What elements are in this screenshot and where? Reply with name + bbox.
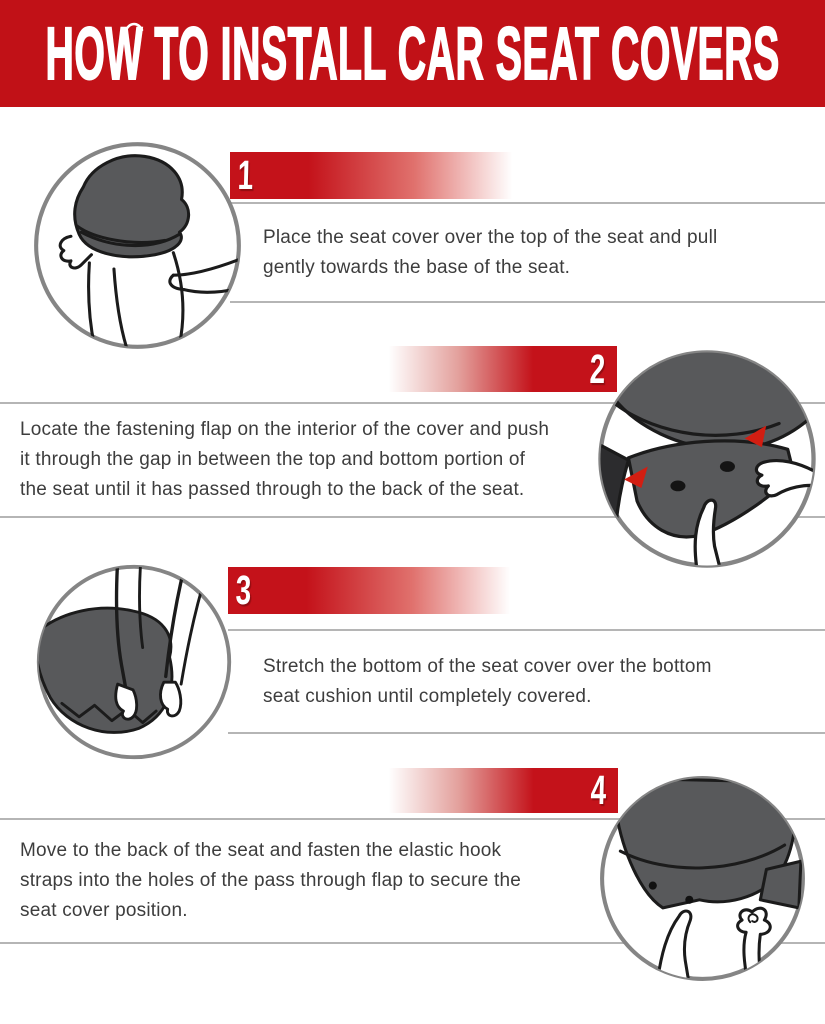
step-3-text-band — [228, 629, 825, 734]
step-text-line: Place the seat cover over the top of the seat and pull — [263, 226, 718, 248]
title-decoration-mark — [124, 20, 144, 32]
step-text-line: Move to the back of the seat and fasten the elastic hook — [20, 840, 502, 861]
step-3-illustration — [33, 561, 235, 763]
step-text-line: the seat until it has passed through to the back of the seat. — [20, 479, 525, 500]
step-text-line: it through the gap in between the top and bottom portion of — [20, 449, 526, 470]
step-4-number-bar — [384, 768, 618, 813]
step-text-line: Locate the fastening flap on the interior of the cover and push — [20, 419, 550, 440]
step-text-line: seat cushion until completely covered. — [263, 685, 592, 707]
header-banner — [0, 0, 825, 107]
page-title: HOW TO INSTALL CAR SEAT COVERS — [45, 12, 780, 95]
step-2-illustration — [594, 346, 820, 572]
step-3-number-label: 3 — [235, 567, 252, 613]
step-4-number-label: 4 — [590, 767, 607, 813]
step-2-number-bar — [384, 346, 617, 392]
step-text-line: seat cover position. — [20, 900, 188, 921]
step-text-line: straps into the holes of the pass through flap to secure the — [20, 870, 522, 891]
step-text-line: Stretch the bottom of the seat cover over the bottom — [263, 655, 712, 677]
step-1-text-band — [230, 202, 825, 303]
step-2-number-label: 2 — [589, 345, 606, 392]
step-3-number-bar — [228, 567, 620, 614]
step-text-line: gently towards the base of the seat. — [263, 256, 571, 278]
step-1-number-bar — [230, 152, 622, 199]
step-1-illustration — [30, 138, 245, 353]
step-1-number-label: 1 — [237, 152, 254, 198]
step-4-illustration — [596, 772, 809, 985]
